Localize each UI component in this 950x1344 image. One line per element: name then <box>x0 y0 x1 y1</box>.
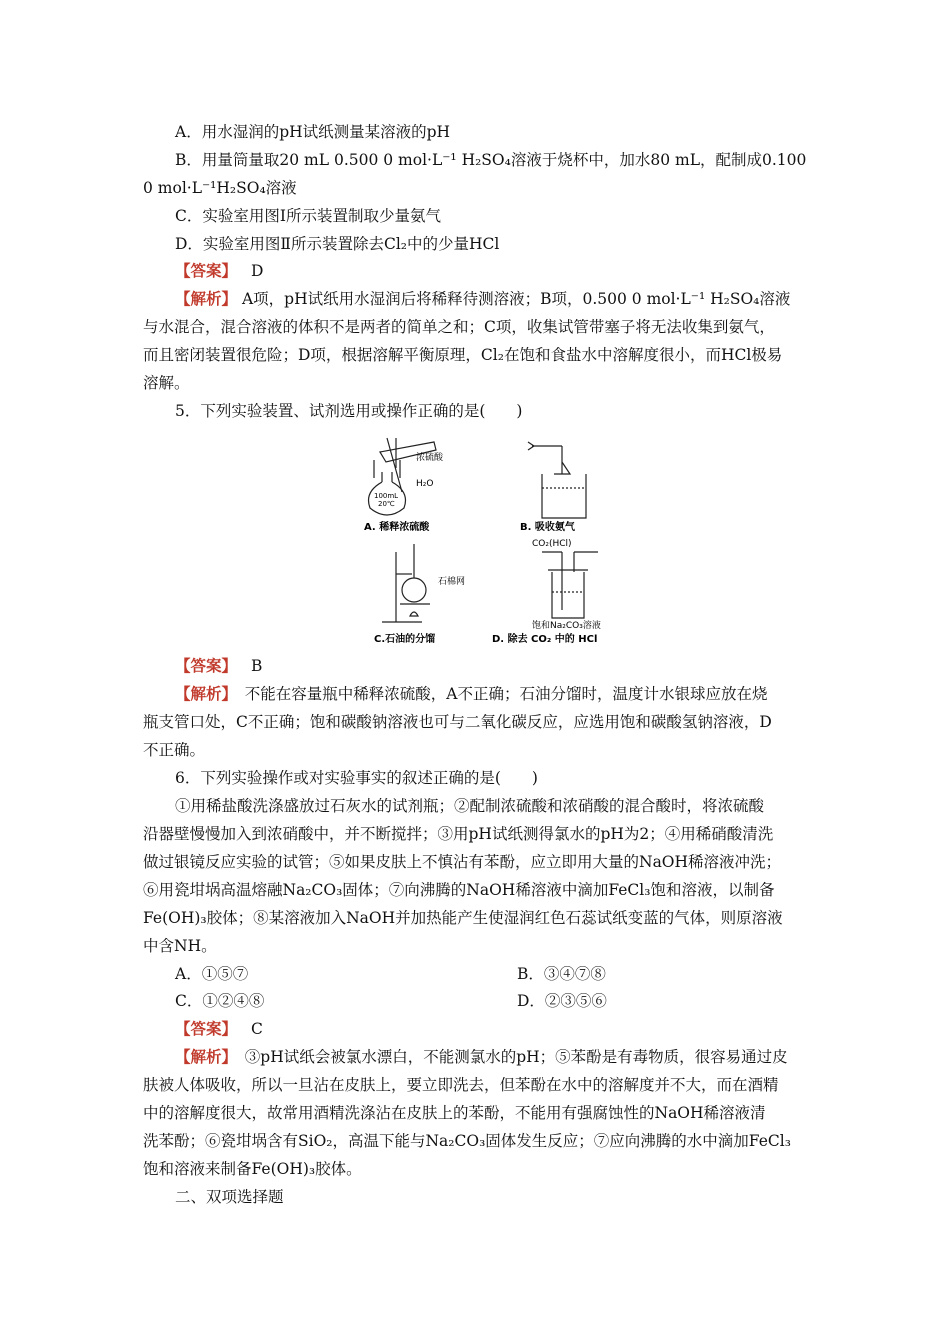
label-water: H₂O <box>416 479 434 489</box>
q6-question: 6．下列实验操作或对实验事实的叙述正确的是( ) <box>175 769 538 787</box>
q6-body-line1: ①用稀盐酸洗涤盛放过石灰水的试剂瓶；②配制浓硫酸和浓硝酸的混合酸时，将浓硫酸 <box>175 797 765 815</box>
q4-analysis-line3: 而且密闭装置很危险；D项，根据溶解平衡原理，Cl₂在饱和食盐水中溶解度很小，而HCl极易 <box>143 346 783 364</box>
q4-option-b-line1: B．用量筒量取20 mL 0.500 0 mol·L⁻¹ H₂SO₄溶液于烧杯中，加水80 mL，配制成0.100 <box>175 151 807 169</box>
gas-washing-bottle-icon <box>542 552 598 618</box>
q4-answer-row <box>175 261 263 281</box>
label-temp: 20℃ <box>378 500 395 508</box>
q4-analysis-line2: 与水混合，混合溶液的体积不是两者的简单之和；C项，收集试管带塞子将无法收集到氨气， <box>143 318 775 336</box>
q5-analysis-line2: 瓶支管口处，C不正确；饱和碳酸钠溶液也可与二氧化碳反应，应选用饱和碳酸氢钠溶液，D <box>143 713 772 731</box>
analysis-label: 【解析】 <box>175 1047 230 1066</box>
q6-option-c: C．①②④⑧ <box>175 992 265 1010</box>
distillation-apparatus-icon <box>382 544 430 622</box>
caption-b: B. 吸收氨气 <box>520 522 575 533</box>
answer-label: 【答案】 <box>175 1019 238 1038</box>
q5-apparatus-figure <box>352 432 624 650</box>
q5-answer-row <box>175 656 262 676</box>
q6-body-line5: Fe(OH)₃胶体；⑧某溶液加入NaOH并加热能产生使湿润红色石蕊试纸变蓝的气体，则原溶液 <box>143 909 783 927</box>
section-title: 二、双项选择题 <box>175 1188 284 1206</box>
answer-label: 【答案】 <box>175 656 238 675</box>
label-gas: CO₂(HCl) <box>532 539 572 549</box>
q6-analysis-line2: 肤被人体吸收，所以一旦沾在皮肤上，要立即洗去，但苯酚在水中的溶解度并不大，而在酒精 <box>143 1076 779 1094</box>
q5-answer: B <box>251 657 263 675</box>
q5-question: 5．下列实验装置、试剂选用或操作正确的是( ) <box>175 402 523 420</box>
analysis-label: 【解析】 <box>175 684 230 703</box>
q6-analysis-text1: ③pH试纸会被氯水漂白，不能测氯水的pH；⑤苯酚是有毒物质，很容易通过皮 <box>244 1048 788 1066</box>
label-solution: 饱和Na₂CO₃溶液 <box>532 621 601 631</box>
label-asbestos: 石棉网 <box>438 577 466 587</box>
q6-answer-row <box>175 1019 263 1039</box>
q5-analysis-text1: 不能在容量瓶中稀释浓硫酸，A不正确；石油分馏时，温度计水银球应放在烧 <box>244 685 768 703</box>
q4-analysis-text1: A项，pH试纸用水湿润后将稀释待测溶液；B项，0.500 0 mol·L⁻¹ H₂SO₄溶液 <box>241 290 791 308</box>
q6-option-d: D．②③⑤⑥ <box>517 992 607 1010</box>
label-acid: 浓硫酸 <box>416 453 444 463</box>
analysis-label: 【解析】 <box>175 289 238 308</box>
q6-option-a: A．①⑤⑦ <box>175 965 249 983</box>
q4-option-a: A．用水湿润的pH试纸测量某溶液的pH <box>175 123 451 141</box>
q6-option-b: B．③④⑦⑧ <box>517 965 606 983</box>
q6-analysis-line1 <box>175 1047 788 1067</box>
q6-analysis-line3: 中的溶解度很大，故常用酒精洗涤沾在皮肤上的苯酚，不能用有强腐蚀性的NaOH稀溶液清 <box>143 1104 766 1122</box>
q4-answer: D <box>251 262 264 280</box>
q6-body-line3: 做过银镜反应实验的试管；⑤如果皮肤上不慎沾有苯酚，应立即用大量的NaOH稀溶液冲洗； <box>143 853 782 871</box>
apparatus-diagram <box>352 432 624 650</box>
absorption-beaker-icon <box>528 442 586 518</box>
q6-body-line2: 沿器壁慢慢加入到浓硝酸中，并不断搅拌；③用pH试纸测得氯水的pH为2；④用稀硝酸清洗 <box>143 825 774 843</box>
q4-option-c: C．实验室用图Ⅰ所示装置制取少量氨气 <box>175 207 441 225</box>
q4-option-b-line2: 0 mol·L⁻¹H₂SO₄溶液 <box>143 179 297 197</box>
answer-label: 【答案】 <box>175 261 238 280</box>
q6-answer: C <box>251 1020 263 1038</box>
q6-analysis-line5: 饱和溶液来制备Fe(OH)₃胶体。 <box>143 1160 362 1178</box>
caption-a: A. 稀释浓硫酸 <box>364 522 430 533</box>
q5-analysis-line3: 不正确。 <box>143 741 206 759</box>
q4-option-d: D．实验室用图Ⅱ所示装置除去Cl₂中的少量HCl <box>175 235 500 253</box>
label-flask: 100mL <box>374 492 399 500</box>
q6-analysis-line4: 洗苯酚；⑥瓷坩埚含有SiO₂，高温下能与Na₂CO₃固体发生反应；⑦应向沸腾的水中滴加FeCl₃ <box>143 1132 791 1150</box>
q5-analysis-line1 <box>175 684 767 704</box>
q6-body-line6: 中含NH。 <box>143 937 217 955</box>
caption-c: C.石油的分馏 <box>374 634 436 645</box>
q6-body-line4: ⑥用瓷坩埚高温熔融Na₂CO₃固体；⑦向沸腾的NaOH稀溶液中滴加FeCl₃饱和溶液，以制备 <box>143 881 775 899</box>
q4-analysis-line1 <box>175 289 790 309</box>
caption-d: D. 除去 CO₂ 中的 HCl <box>492 634 598 645</box>
q4-analysis-line4: 溶解。 <box>143 374 190 392</box>
